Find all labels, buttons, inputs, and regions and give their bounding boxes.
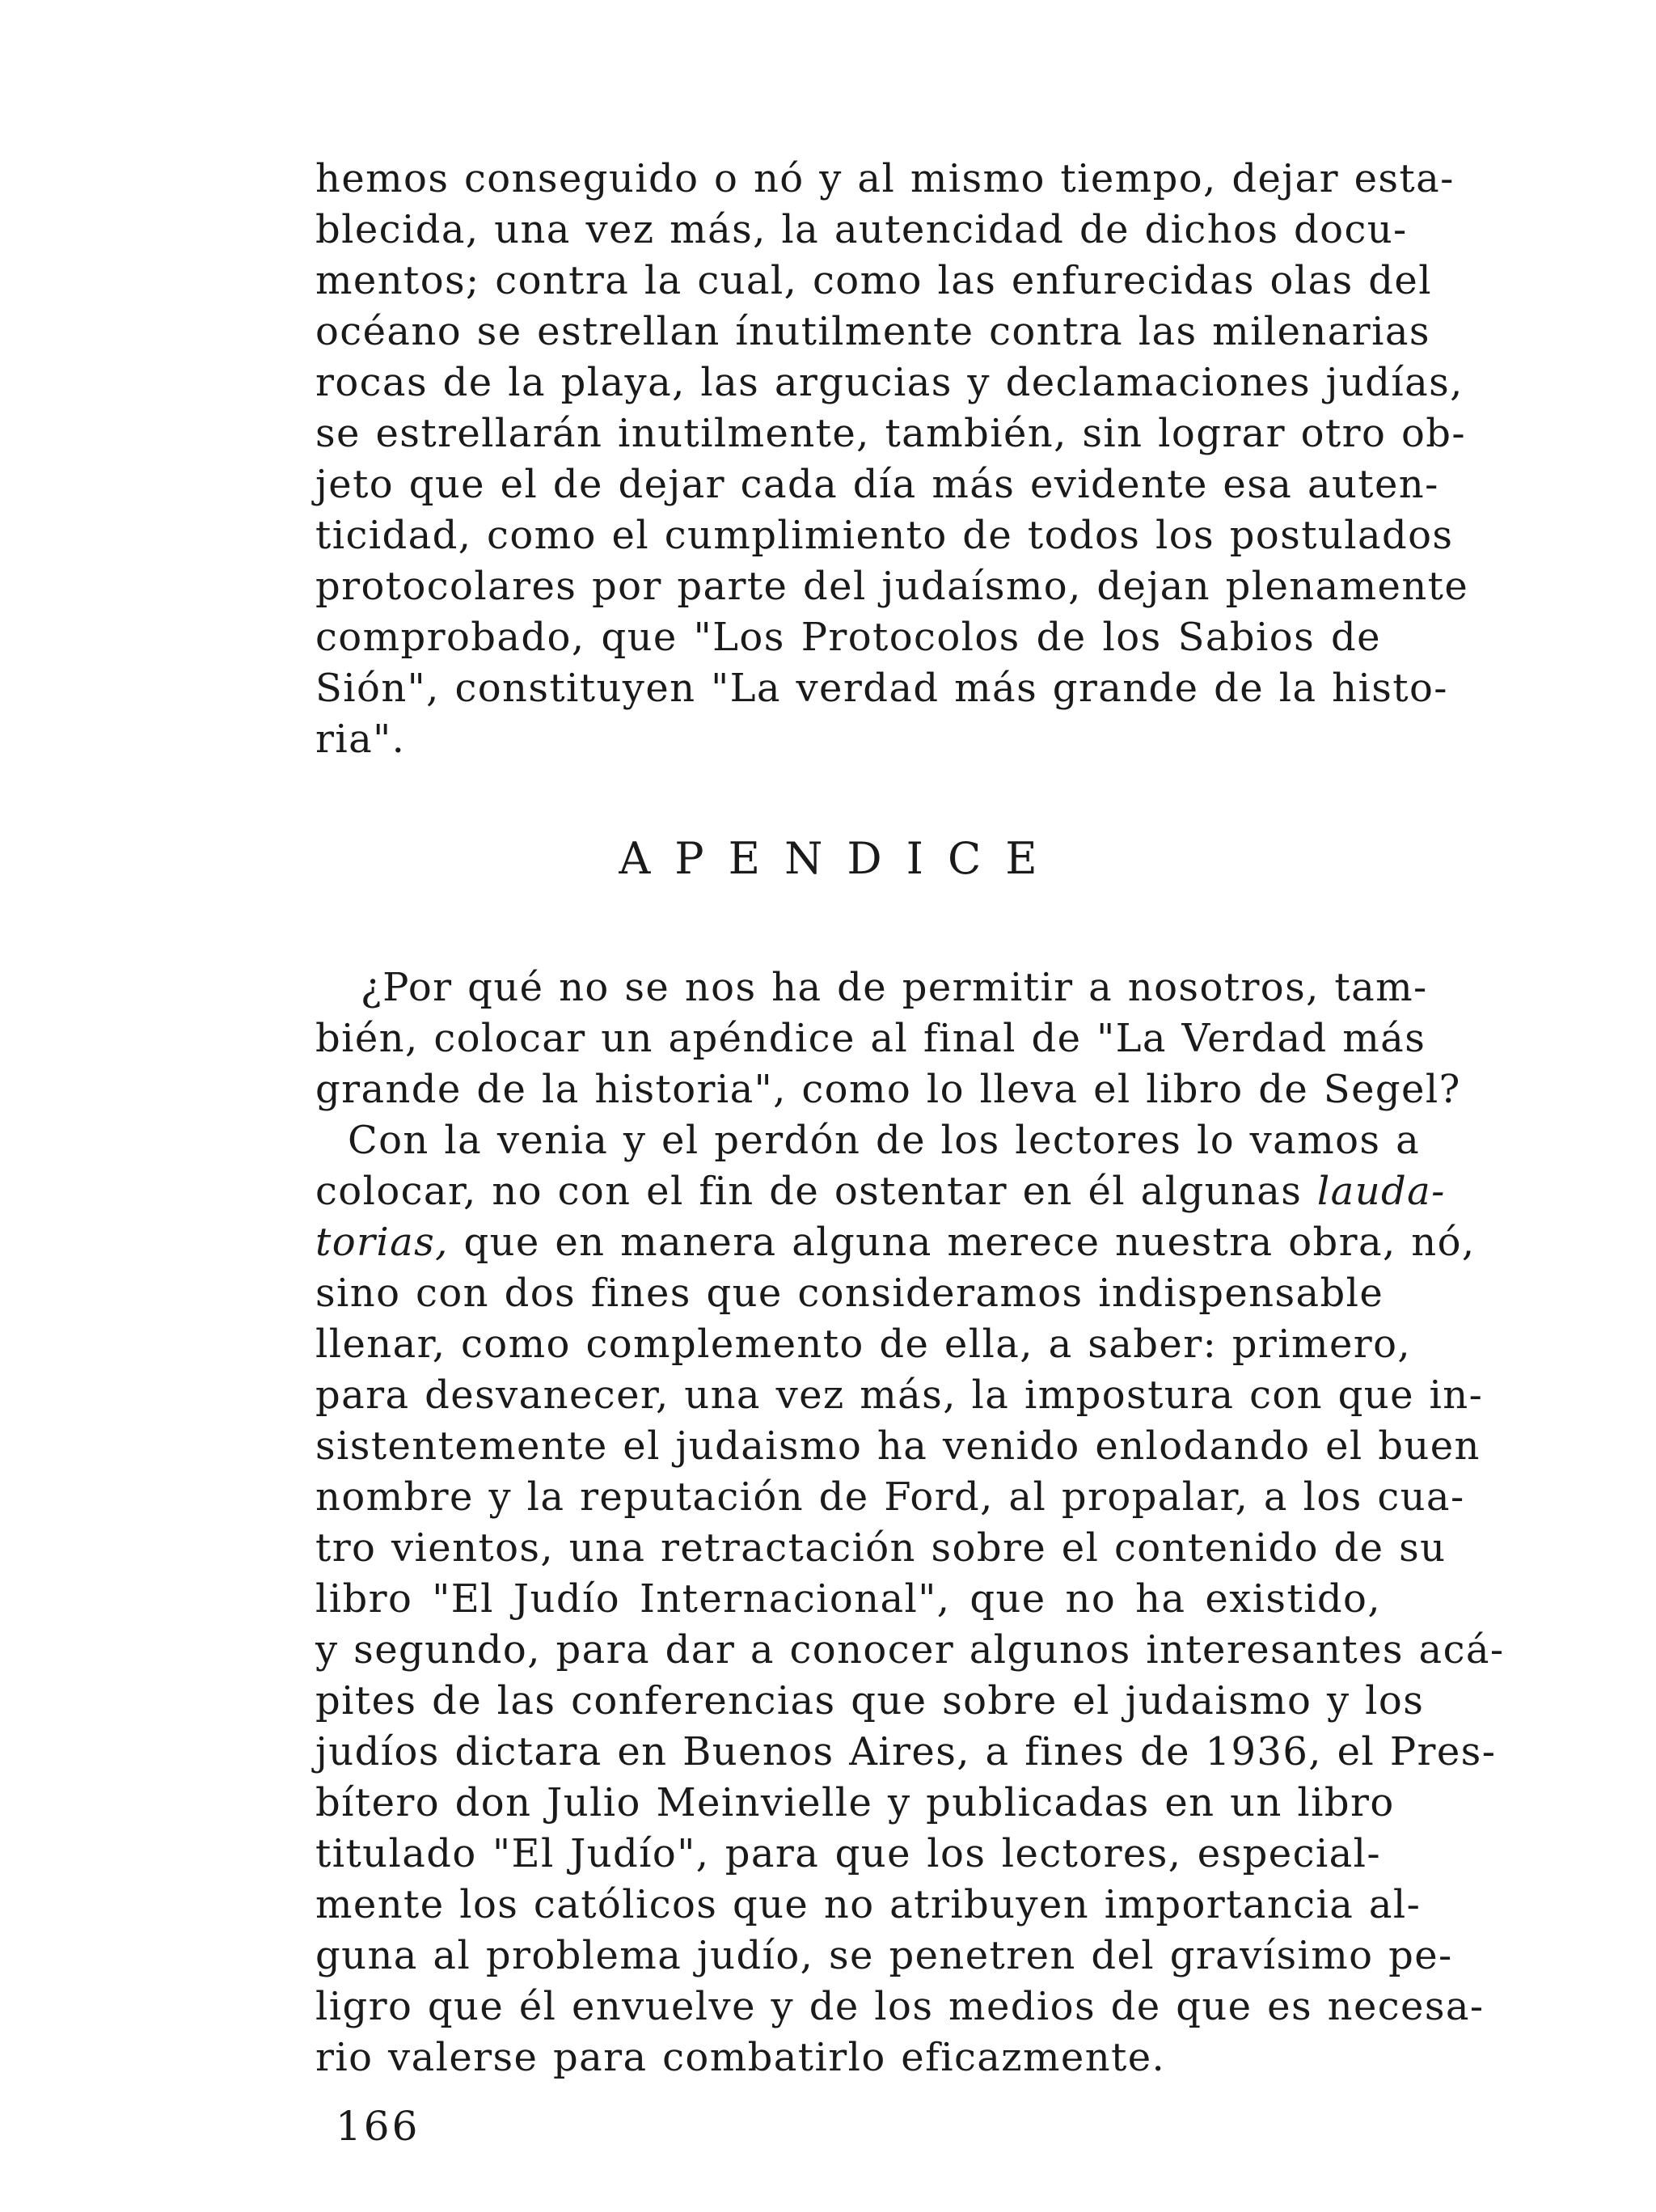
text-line: rocas de la playa, las argucias y declamaciones judías, — [315, 360, 1464, 405]
text-line: mente los católicos que no atribuyen importancia al- — [315, 1882, 1422, 1927]
section-heading: APENDICE — [619, 833, 1062, 884]
page-number: 166 — [336, 2103, 420, 2150]
text-line: bién, colocar un apéndice al final de "La Verdad más — [315, 1016, 1426, 1061]
text-line: bítero don Julio Meinvielle y publicadas en un libro — [315, 1780, 1395, 1825]
text-line: grande de la historia", como lo lleva el libro de Segel? — [315, 1067, 1461, 1112]
text-line: ligro que él envuelve y de los medios de que es necesa- — [315, 1984, 1485, 2029]
text-line: nombre y la reputación de Ford, al propalar, a los cua- — [315, 1474, 1465, 1520]
text-line: sino con dos fines que consideramos indispensable — [315, 1271, 1384, 1316]
text-fragment: que en manera alguna merece nuestra obra, nó, — [448, 1220, 1476, 1265]
text-line: titulado "El Judío", para que los lectores, especial- — [315, 1831, 1381, 1876]
text-line: pites de las conferencias que sobre el judaismo y los — [315, 1678, 1425, 1723]
text-line: sistentemente el judaismo ha venido enlodando el buen — [315, 1423, 1481, 1469]
text-line: Sión", constituyen "La verdad más grande de la histo- — [315, 666, 1448, 711]
appendix-body — [315, 962, 1505, 2083]
text-line: mentos; contra la cual, como las enfurecidas olas del — [315, 258, 1432, 303]
italic-word: torias, — [315, 1220, 449, 1265]
text-line: ticidad, como el cumplimiento de todos los postulados — [315, 513, 1454, 558]
text-line: llenar, como complemento de ella, a saber: primero, — [315, 1322, 1412, 1367]
text-line: Con la venia y el perdón de los lectores lo vamos a — [348, 1118, 1421, 1163]
text-line: libro "El Judío Internacional", que no ha existido, — [315, 1576, 1381, 1622]
text-line: judíos dictara en Buenos Aires, a fines de 1936, el Pres- — [315, 1729, 1497, 1774]
text-line — [315, 1217, 1476, 1268]
paragraph-continuation — [315, 154, 1469, 765]
text-line: protocolares por parte del judaísmo, dejan plenamente — [315, 564, 1469, 609]
text-line: hemos conseguido o nó y al mismo tiempo, dejar esta- — [315, 156, 1455, 201]
text-line: jeto que el de dejar cada día más evidente esa auten- — [315, 462, 1439, 507]
text-line: comprobado, que "Los Protocolos de los Sabios de — [315, 615, 1381, 660]
text-line: océano se estrellan ínutilmente contra las milenarias — [315, 309, 1430, 354]
text-line: tro vientos, una retractación sobre el contenido de su — [315, 1525, 1447, 1571]
text-line: ¿Por qué no se nos ha de permitir a nosotros, tam- — [361, 965, 1428, 1010]
text-line: se estrellarán inutilmente, también, sin lograr otro ob- — [315, 411, 1467, 456]
italic-word: lauda- — [1316, 1169, 1446, 1214]
text-line: blecida, una vez más, la autencidad de dichos docu- — [315, 207, 1408, 252]
text-line: guna al problema judío, se penetren del gravísimo pe- — [315, 1933, 1453, 1978]
text-line: ria". — [315, 717, 406, 762]
text-line: rio valerse para combatirlo eficazmente. — [315, 2035, 1166, 2080]
text-line: para desvanecer, una vez más, la impostura con que in- — [315, 1372, 1484, 1418]
text-line — [315, 1166, 1446, 1217]
text-line: y segundo, para dar a conocer algunos interesantes acá- — [315, 1627, 1505, 1673]
text-fragment: colocar, no con el fin de ostentar en él algunas — [315, 1169, 1317, 1214]
